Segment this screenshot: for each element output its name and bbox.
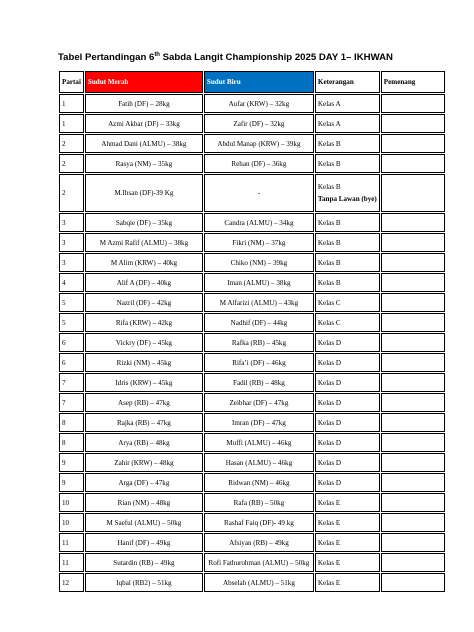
cell-sudut-biru: Ridwan (NM) – 46kg bbox=[204, 473, 314, 492]
cell-pemenang bbox=[381, 493, 445, 512]
cell-sudut-merah: Alif A (DF) – 40kg bbox=[85, 273, 203, 292]
cell-pemenang bbox=[381, 213, 445, 232]
cell-sudut-merah: Idris (KRW) – 45kg bbox=[85, 373, 203, 392]
cell-sudut-merah: Rizki (NM) – 45kg bbox=[85, 353, 203, 372]
cell-partai: 3 bbox=[59, 253, 84, 272]
table-row bbox=[59, 513, 445, 532]
table-row bbox=[59, 233, 445, 252]
table-row bbox=[59, 473, 445, 492]
table-row bbox=[59, 213, 445, 232]
table-row bbox=[59, 533, 445, 552]
kelas-label: Kelas B bbox=[317, 183, 341, 191]
cell-sudut-biru: Candra (ALMU) – 34kg bbox=[204, 213, 314, 232]
cell-pemenang bbox=[381, 573, 445, 592]
cell-partai: 7 bbox=[59, 373, 84, 392]
cell-partai: 10 bbox=[59, 513, 84, 532]
cell-partai: 7 bbox=[59, 393, 84, 412]
header-sudut-merah: Sudut Merah bbox=[85, 71, 203, 93]
cell-sudut-merah: Vickry (DF) – 45kg bbox=[85, 333, 203, 352]
cell-sudut-biru: Zafir (DF) – 32kg bbox=[204, 114, 314, 133]
match-table bbox=[58, 70, 446, 593]
cell-sudut-biru: Fadil (RB) – 48kg bbox=[204, 373, 314, 392]
cell-keterangan: Kelas D bbox=[315, 353, 380, 372]
cell-pemenang bbox=[381, 433, 445, 452]
cell-partai: 2 bbox=[59, 154, 84, 173]
cell-pemenang bbox=[381, 353, 445, 372]
cell-sudut-biru: - bbox=[204, 174, 314, 212]
cell-partai: 5 bbox=[59, 293, 84, 312]
cell-sudut-merah: Hanif (DF) – 49kg bbox=[85, 533, 203, 552]
table-row bbox=[59, 313, 445, 332]
cell-sudut-merah: Nazril (DF) – 42kg bbox=[85, 293, 203, 312]
cell-partai: 10 bbox=[59, 493, 84, 512]
cell-pemenang bbox=[381, 293, 445, 312]
cell-sudut-merah: Sutardin (RB) – 49kg bbox=[85, 553, 203, 572]
cell-sudut-biru: Abdul Manap (KRW) – 39kg bbox=[204, 134, 314, 153]
table-row bbox=[59, 353, 445, 372]
cell-pemenang bbox=[381, 473, 445, 492]
header-sudut-biru: Sudut Biru bbox=[204, 71, 314, 93]
cell-partai: 9 bbox=[59, 453, 84, 472]
table-row bbox=[59, 393, 445, 412]
cell-partai: 12 bbox=[59, 573, 84, 592]
cell-keterangan: Kelas D bbox=[315, 453, 380, 472]
cell-partai: 1 bbox=[59, 114, 84, 133]
cell-partai: 11 bbox=[59, 553, 84, 572]
cell-keterangan: Kelas D bbox=[315, 373, 380, 392]
cell-sudut-biru: Chiko (NM) – 39kg bbox=[204, 253, 314, 272]
cell-sudut-merah: Rasya (NM) – 35kg bbox=[85, 154, 203, 173]
table-row bbox=[59, 94, 445, 113]
cell-keterangan: Kelas B bbox=[315, 233, 380, 252]
cell-sudut-biru: Iman (ALMU) – 38kg bbox=[204, 273, 314, 292]
cell-sudut-merah: Iqbal (RB2) – 51kg bbox=[85, 573, 203, 592]
table-row bbox=[59, 373, 445, 392]
cell-pemenang bbox=[381, 174, 445, 212]
cell-partai: 6 bbox=[59, 353, 84, 372]
cell-pemenang bbox=[381, 413, 445, 432]
cell-partai: 2 bbox=[59, 174, 84, 212]
cell-sudut-merah: Ahmad Dani (ALMU) – 38kg bbox=[85, 134, 203, 153]
cell-partai: 5 bbox=[59, 313, 84, 332]
bye-note: Tanpa Lawan (bye) bbox=[317, 195, 377, 203]
cell-partai: 8 bbox=[59, 413, 84, 432]
table-row bbox=[59, 134, 445, 153]
cell-sudut-merah: Azmi Akbar (DF) – 33kg bbox=[85, 114, 203, 133]
table-row bbox=[59, 553, 445, 572]
cell-sudut-merah: Rajka (RB) – 47kg bbox=[85, 413, 203, 432]
page-title bbox=[58, 52, 393, 63]
cell-sudut-merah: Rifa (KRW) – 42kg bbox=[85, 313, 203, 332]
cell-partai: 9 bbox=[59, 473, 84, 492]
cell-sudut-merah: Zahir (KRW) – 48kg bbox=[85, 453, 203, 472]
cell-partai: 3 bbox=[59, 233, 84, 252]
cell-keterangan: Kelas C bbox=[315, 313, 380, 332]
cell-keterangan: Kelas D bbox=[315, 433, 380, 452]
cell-pemenang bbox=[381, 533, 445, 552]
cell-sudut-merah: Fatih (DF) – 28kg bbox=[85, 94, 203, 113]
cell-pemenang bbox=[381, 393, 445, 412]
cell-sudut-merah: Asep (RB) – 47kg bbox=[85, 393, 203, 412]
table-row bbox=[59, 573, 445, 592]
cell-keterangan: Kelas B bbox=[315, 213, 380, 232]
title-prefix: Tabel Pertandingan 6 bbox=[58, 52, 155, 64]
title-suffix: Sabda Langit Championship 2025 DAY 1– IKHWAN bbox=[159, 52, 393, 64]
table-row bbox=[59, 154, 445, 173]
cell-keterangan bbox=[315, 174, 380, 212]
cell-sudut-biru: Rifa’i (DF) – 46kg bbox=[204, 353, 314, 372]
cell-pemenang bbox=[381, 114, 445, 133]
cell-pemenang bbox=[381, 273, 445, 292]
cell-sudut-merah: Arya (RB) – 48kg bbox=[85, 433, 203, 452]
cell-sudut-biru: Rafa (RB) – 50kg bbox=[204, 493, 314, 512]
table-row bbox=[59, 493, 445, 512]
table-row bbox=[59, 333, 445, 352]
cell-keterangan: Kelas E bbox=[315, 493, 380, 512]
cell-keterangan: Kelas E bbox=[315, 533, 380, 552]
cell-partai: 2 bbox=[59, 134, 84, 153]
cell-keterangan: Kelas E bbox=[315, 513, 380, 532]
cell-sudut-biru: Muffi (ALMU) – 46kg bbox=[204, 433, 314, 452]
cell-keterangan: Kelas D bbox=[315, 473, 380, 492]
header-partai: Partai bbox=[59, 71, 84, 93]
cell-pemenang bbox=[381, 94, 445, 113]
cell-pemenang bbox=[381, 333, 445, 352]
cell-sudut-biru: M Alfarizi (ALMU) – 43kg bbox=[204, 293, 314, 312]
table-row bbox=[59, 174, 445, 212]
cell-sudut-biru: Imran (DF) – 47kg bbox=[204, 413, 314, 432]
cell-sudut-merah: M Azmi Rafif (ALMU) – 38kg bbox=[85, 233, 203, 252]
cell-pemenang bbox=[381, 553, 445, 572]
cell-partai: 6 bbox=[59, 333, 84, 352]
cell-keterangan: Kelas D bbox=[315, 413, 380, 432]
header-row bbox=[59, 71, 445, 93]
cell-keterangan: Kelas B bbox=[315, 134, 380, 153]
cell-sudut-biru: Rehan (DF) – 36kg bbox=[204, 154, 314, 173]
cell-keterangan: Kelas D bbox=[315, 333, 380, 352]
table-row bbox=[59, 293, 445, 312]
cell-sudut-biru: Hasan (ALMU) – 46kg bbox=[204, 453, 314, 472]
cell-sudut-merah: Arga (DF) – 47kg bbox=[85, 473, 203, 492]
cell-keterangan: Kelas B bbox=[315, 154, 380, 173]
cell-sudut-biru: Aufar (KRW) – 32kg bbox=[204, 94, 314, 113]
cell-sudut-biru: Fikri (NM) – 37kg bbox=[204, 233, 314, 252]
cell-pemenang bbox=[381, 453, 445, 472]
cell-sudut-merah: Rian (NM) – 48kg bbox=[85, 493, 203, 512]
cell-sudut-biru: Rofi Fathurohman (ALMU) – 50kg bbox=[204, 553, 314, 572]
cell-sudut-merah: Sabqie (DF) – 35kg bbox=[85, 213, 203, 232]
cell-pemenang bbox=[381, 373, 445, 392]
header-pemenang: Pemenang bbox=[381, 71, 445, 93]
cell-sudut-biru: Zeibhar (DF) – 47kg bbox=[204, 393, 314, 412]
table-row bbox=[59, 453, 445, 472]
cell-sudut-merah: M Saeful (ALMU) – 50kg bbox=[85, 513, 203, 532]
cell-pemenang bbox=[381, 253, 445, 272]
cell-keterangan: Kelas C bbox=[315, 293, 380, 312]
cell-keterangan: Kelas B bbox=[315, 273, 380, 292]
cell-sudut-biru: Rafka (RB) – 45kg bbox=[204, 333, 314, 352]
cell-pemenang bbox=[381, 233, 445, 252]
header-keterangan: Keterangan bbox=[315, 71, 380, 93]
cell-pemenang bbox=[381, 313, 445, 332]
cell-partai: 3 bbox=[59, 213, 84, 232]
cell-partai: 11 bbox=[59, 533, 84, 552]
cell-sudut-biru: Afsiyan (RB) – 49kg bbox=[204, 533, 314, 552]
cell-pemenang bbox=[381, 154, 445, 173]
table-row bbox=[59, 413, 445, 432]
cell-sudut-merah: M.Ihsan (DF)-39 Kg bbox=[85, 174, 203, 212]
table-body bbox=[59, 94, 445, 592]
cell-partai: 1 bbox=[59, 94, 84, 113]
cell-sudut-merah: M Alim (KRW) – 40kg bbox=[85, 253, 203, 272]
cell-keterangan: Kelas B bbox=[315, 253, 380, 272]
cell-pemenang bbox=[381, 134, 445, 153]
cell-keterangan: Kelas A bbox=[315, 114, 380, 133]
cell-partai: 8 bbox=[59, 433, 84, 452]
cell-pemenang bbox=[381, 513, 445, 532]
cell-sudut-biru: Abselah (ALMU) – 51kg bbox=[204, 573, 314, 592]
table-row bbox=[59, 273, 445, 292]
table-row bbox=[59, 433, 445, 452]
cell-sudut-biru: Rashaf Faiq (DF)- 49 kg bbox=[204, 513, 314, 532]
title-superscript: th bbox=[154, 52, 160, 58]
table-row bbox=[59, 114, 445, 133]
cell-keterangan: Kelas E bbox=[315, 573, 380, 592]
cell-partai: 4 bbox=[59, 273, 84, 292]
cell-keterangan: Kelas A bbox=[315, 94, 380, 113]
cell-sudut-biru: Nadhif (DF) – 44kg bbox=[204, 313, 314, 332]
cell-keterangan: Kelas D bbox=[315, 393, 380, 412]
table-row bbox=[59, 253, 445, 272]
cell-keterangan: Kelas E bbox=[315, 553, 380, 572]
